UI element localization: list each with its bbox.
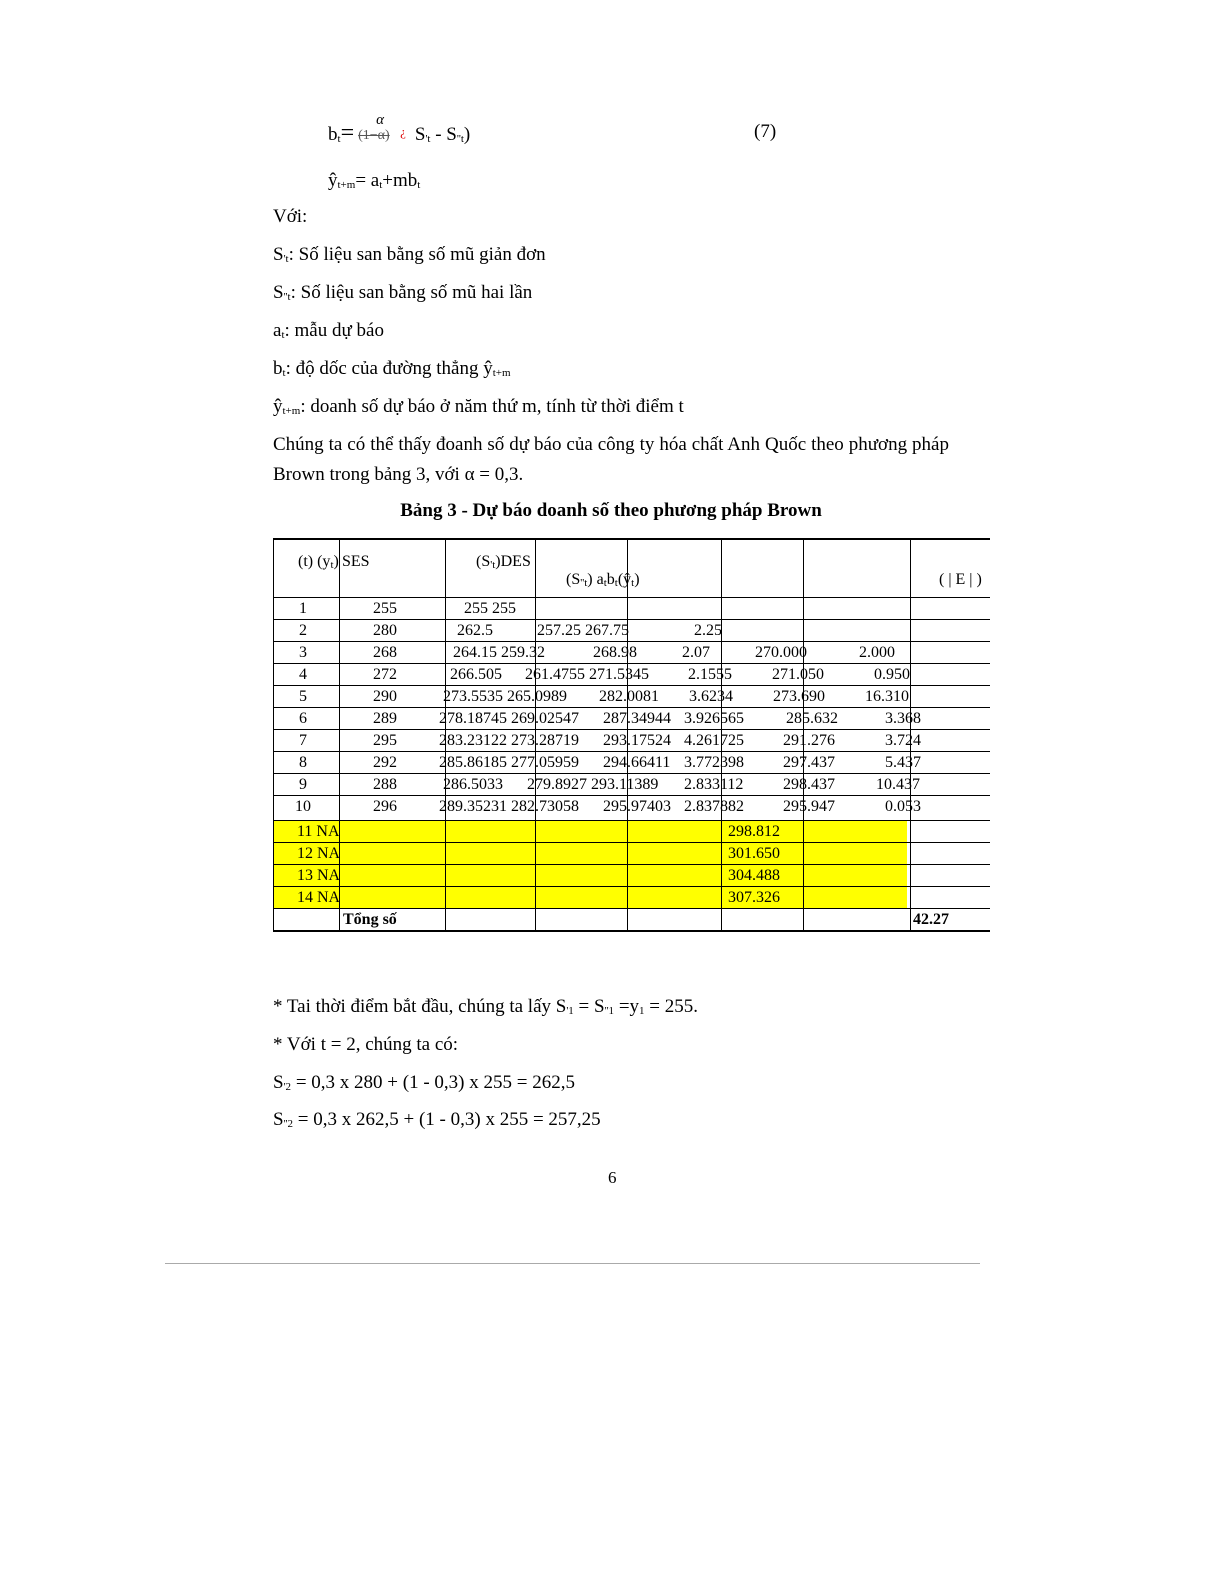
brown-forecast-table: (t) $(y_t)$ SES $(S_{'t})DES$ $(S_{''t})$ $a_tb_t(ŷ_t)$ ( | E | ) 1 255 255 255 2 280 262.5 257.25 267.75 2.25 3 268 264.15 259.32 268.98 2.07 270.000 2.000 4 272 266.505 261.4755 271.5345 2.1555 271.050 0.950 5 290 273.5535 265.0989 282.0081 3.6234 273.690 16.310 6 289 278.18745 269.02547 287.34944 3.926565 285.632 3.368 7 295 283.23122 273.28719 293.17524 4.261725 291.276 3.724 8 292 285.86185 277.05959 294.66411 3.772398 297.437 5.437 9 288 286.5033 279.8927 293.11389 2.833112 298.437 10.437 10 296 289.35231 282.73058 295.97403 2.837882 295.947 0.053 11 NA 298.812 12 NA 301.650 13 NA 304.488 14 NA 307.326 Tổng số 42.27 bbox=[273, 538, 990, 931]
definitions-intro: Với: bbox=[273, 206, 308, 227]
col-header-a-b-y: $(S_{''t})$ $a_tb_t(ŷ_t)$ bbox=[566, 571, 640, 589]
definition-item: $S_{'t}$: Số liệu san bằng số mũ giản đơn bbox=[273, 244, 546, 265]
total-value: 42.27 bbox=[913, 911, 949, 928]
col-header-ses: SES bbox=[342, 553, 370, 570]
page-number: 6 bbox=[608, 1168, 617, 1187]
definition-item: $S_{''t}$: Số liệu san bằng số mũ hai lần bbox=[273, 282, 533, 303]
formula-forecast: $ŷ_{t+m}= a_t+mb_t$ bbox=[328, 170, 421, 191]
total-label: Tổng số bbox=[343, 911, 397, 928]
definition-item: $ŷ_{t+m}$: doanh số dự báo ở năm thứ m, tính từ thời điểm t bbox=[273, 396, 684, 417]
definition-item: $a_t$: mẫu dự báo bbox=[273, 320, 384, 341]
note-t2: * Với t = 2, chúng ta có: bbox=[273, 1034, 459, 1055]
col-header-des: $(S_{'t})DES$ bbox=[476, 553, 531, 571]
formula-bt: $b_t=$ α (1−α) ¿ $S_{'t} - S_{''t}$) bbox=[328, 111, 471, 146]
note-start: * Tai thời điểm bắt đầu, chúng ta lấy $S_{'1} = S_{''1} =y_1 = 255$. bbox=[273, 996, 698, 1017]
note-s2-ses: $S_{'2} = 0,3$ x 280 + (1 - 0,3) x 255 = 262,5 bbox=[273, 1072, 575, 1093]
col-header-t-y: (t) $(y_t)$ bbox=[298, 553, 339, 571]
table-caption: Bảng 3 - Dự báo doanh số theo phương pháp Brown bbox=[400, 500, 822, 521]
equation-number: (7) bbox=[754, 121, 777, 142]
definition-item: $b_t$: độ dốc của đường thẳng $ŷ_{t+m}$ bbox=[273, 358, 511, 379]
intro-paragraph: Chúng ta có thể thấy đoanh số dự báo của công ty hóa chất Anh Quốc theo phương pháp Brown trong bảng 3, với α = 0,3. bbox=[273, 434, 949, 485]
page-divider bbox=[165, 1263, 980, 1264]
col-header-abs-error: ( | E | ) bbox=[939, 571, 982, 588]
note-s2-des: $S_{''2} = 0,3$ x 262,5 + (1 - 0,3) x 255 = 257,25 bbox=[273, 1109, 601, 1130]
